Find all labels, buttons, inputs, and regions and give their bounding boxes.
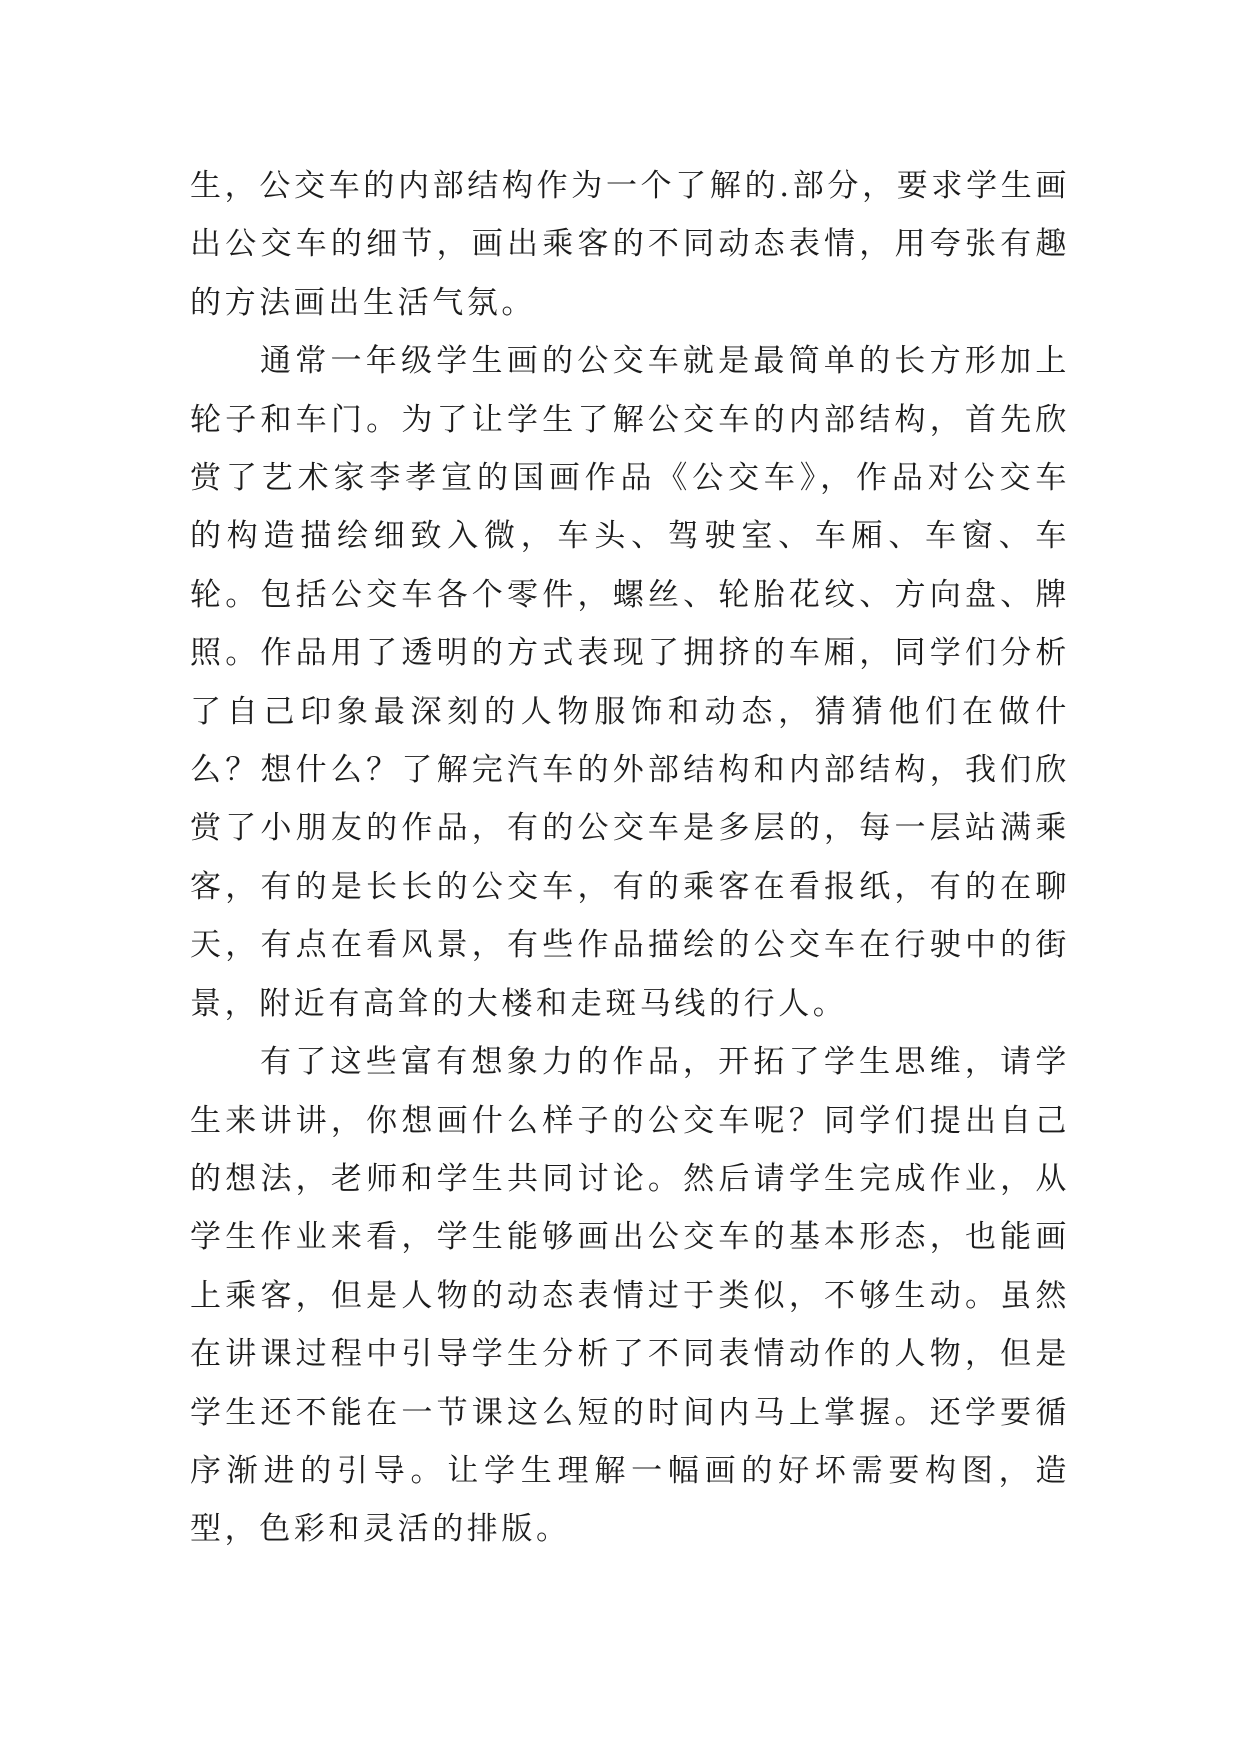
paragraph-1: 生，公交车的内部结构作为一个了解的.部分，要求学生画出公交车的细节，画出乘客的不同动态表情，用夸张有趣的方法画出生活气氛。	[190, 168, 1070, 321]
paragraph-3: 有了这些富有想象力的作品，开拓了学生思维，请学生来讲讲，你想画什么样子的公交车呢？同学们提出自己的想法，老师和学生共同讨论。然后请学生完成作业，从学生作业来看，学生能够画出公交车的基本形态，也能画上乘客，但是人物的动态表情过于类似，不够生动。虽然在讲课过程中引导学生分析了不同表情动作的人物，但是学生还不能在一节课这么短的时间内马上掌握。还学要循序渐进的引导。让学生理解一幅画的好坏需要构图，造型，色彩和灵活的排版。	[190, 1044, 1070, 1548]
paragraph-2: 通常一年级学生画的公交车就是最简单的长方形加上轮子和车门。为了让学生了解公交车的内部结构，首先欣赏了艺术家李孝宣的国画作品《公交车》，作品对公交车的构造描绘细致入微，车头、驾驶室、车厢、车窗、车轮。包括公交车各个零件，螺丝、轮胎花纹、方向盘、牌照。作品用了透明的方式表现了拥挤的车厢，同学们分析了自己印象最深刻的人物服饰和动态，猜猜他们在做什么？想什么？了解完汽车的外部结构和内部结构，我们欣赏了小朋友的作品，有的公交车是多层的，每一层站满乘客，有的是长长的公交车，有的乘客在看报纸，有的在聊天，有点在看风景，有些作品描绘的公交车在行驶中的街景，附近有高耸的大楼和走斑马线的行人。	[190, 343, 1070, 1022]
document-body	[190, 157, 1070, 1559]
